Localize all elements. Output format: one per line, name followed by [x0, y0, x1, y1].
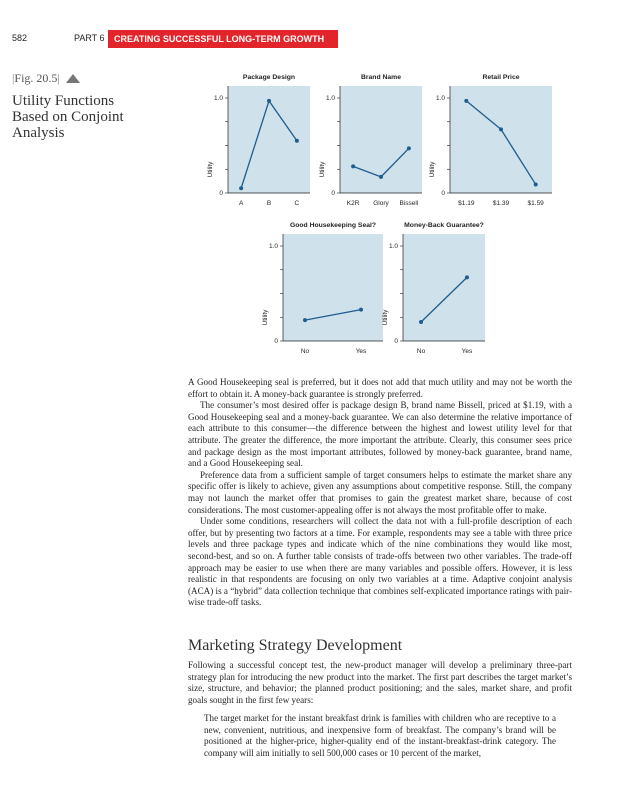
data-point: [534, 182, 538, 186]
data-point: [499, 127, 503, 131]
data-point: [359, 308, 363, 312]
y-axis-label: Utility: [207, 161, 214, 178]
y-tick-label: 0: [394, 338, 398, 345]
x-tick-label: $1.59: [527, 200, 544, 207]
data-point: [464, 99, 468, 103]
y-tick-label: 0: [219, 190, 223, 197]
chart-title: Money-Back Guarantee?: [404, 222, 484, 229]
x-tick-label: C: [294, 200, 300, 207]
figure-number: Fig. 20.5: [14, 71, 58, 85]
conjoint-utility-charts: [0, 0, 623, 370]
x-tick-label: Glory: [373, 200, 389, 207]
block-quote: [204, 713, 556, 759]
part-title-banner: CREATING SUCCESSFUL LONG-TERM GROWTH: [108, 30, 338, 48]
quote-text: The target market for the instant breakfast drink is families with children who are receptive to a new, convenient, nutritious, and inexpensive form of breakfast. The company’s brand will be positioned at the higher-price, higher-quality end of the instant-breakfast-drink category. The company will aim initially to sell 500,000 cases or 10 percent of the market,: [204, 713, 556, 758]
x-tick-label: $1.19: [458, 200, 475, 207]
data-point: [419, 320, 423, 324]
x-tick-label: Bissell: [399, 200, 419, 207]
y-tick-label: 0: [441, 190, 445, 197]
y-axis-label: Utility: [319, 161, 326, 178]
figure-title-line: Utility Functions: [12, 93, 115, 109]
section-body: [188, 660, 572, 706]
data-point: [239, 186, 243, 190]
x-tick-label: No: [416, 348, 426, 355]
data-point: [295, 139, 299, 143]
data-point: [351, 164, 355, 168]
figure-label: |Fig. 20.5|: [12, 71, 122, 86]
data-point: [379, 175, 383, 179]
y-tick-label: 1.0: [388, 243, 398, 250]
y-tick-label: 1.0: [213, 95, 223, 102]
figure-title-line: Analysis: [12, 125, 65, 141]
chart-title: Package Design: [242, 74, 296, 81]
x-tick-label: A: [238, 200, 244, 207]
paragraph: Preference data from a sufficient sample of target consumers helps to estimate the market share any specific offer is likely to achieve, given any assumptions about competitive response. Still, the company may not launch the market offer that promises to gain the greatest market share, because of cost considerations. The most customer-appealing offer is not always the most profitable offer to make.: [188, 469, 572, 515]
y-tick-label: 1.0: [435, 95, 445, 102]
data-point: [465, 275, 469, 279]
x-tick-label: K2R: [346, 200, 360, 207]
y-tick-label: 0: [274, 338, 278, 345]
x-tick-label: No: [300, 348, 310, 355]
figure-title-line: Based on Conjoint: [12, 109, 124, 125]
y-axis-label: Utility: [262, 309, 269, 326]
body-text: [188, 377, 572, 609]
paragraph: Under some conditions, researchers will collect the data not with a full-profile description of each offer, but by presenting two factors at a time. For example, respondents may see a table with three price levels and three package types and indicate which of the nine combinations they would like most, second-best, and so on. A further table consists of trade-offs between two other variables. The trade-off approach may be easier to use when there are many variables and possible offers. However, it is less realistic in that respondents are focusing on only two variables at a time. Adaptive conjoint analysis (ACA) is a “hybrid” data collection technique that combines self-explicated importance ratings with pair-wise trade-off tasks.: [188, 516, 572, 608]
chart-title: Retail Price: [482, 74, 520, 81]
x-tick-label: $1.39: [492, 200, 510, 207]
part-label: PART 6: [74, 33, 105, 43]
x-tick-label: Yes: [461, 348, 473, 355]
paragraph: A Good Housekeeping seal is preferred, but it does not add that much utility and may not be worth the effort to obtain it. A money-back guarantee is strongly preferred.: [188, 377, 572, 399]
y-axis-label: Utility: [429, 161, 436, 178]
chart-title: Brand Name: [360, 74, 402, 81]
plot-area: [403, 234, 485, 341]
y-tick-label: 1.0: [325, 95, 335, 102]
page-number: 582: [12, 33, 28, 43]
x-tick-label: B: [266, 200, 272, 207]
paragraph: Following a successful concept test, the new-product manager will develop a preliminary three-part strategy plan for introducing the new product into the market. The first part describes the target market’s size, structure, and behavior; the planned product positioning; and the sales, market share, and profit goals sought in the first few years:: [188, 660, 572, 705]
y-tick-label: 0: [331, 190, 335, 197]
y-tick-label: 1.0: [268, 243, 278, 250]
data-point: [303, 318, 307, 322]
section-heading: Marketing Strategy Development: [188, 637, 403, 654]
x-tick-label: Yes: [355, 348, 367, 355]
plot-area: [283, 234, 383, 341]
data-point: [407, 146, 411, 150]
data-point: [267, 99, 271, 103]
paragraph: The consumer’s most desired offer is package design B, brand name Bissell, priced at $1.19, with a Good Housekeeping seal and a money-back guarantee. We can also determine the relative importance of each attribute to this consumer—the difference between the highest and lowest utility level for that attribute. The greater the difference, the more important the attribute. Clearly, this consumer sees price and package design as the most important attributes, followed by money-back guarantee, brand name, and a Good Housekeeping seal.: [188, 400, 572, 469]
chart-title: Good Housekeeping Seal?: [289, 222, 377, 229]
y-axis-label: Utility: [382, 309, 389, 326]
